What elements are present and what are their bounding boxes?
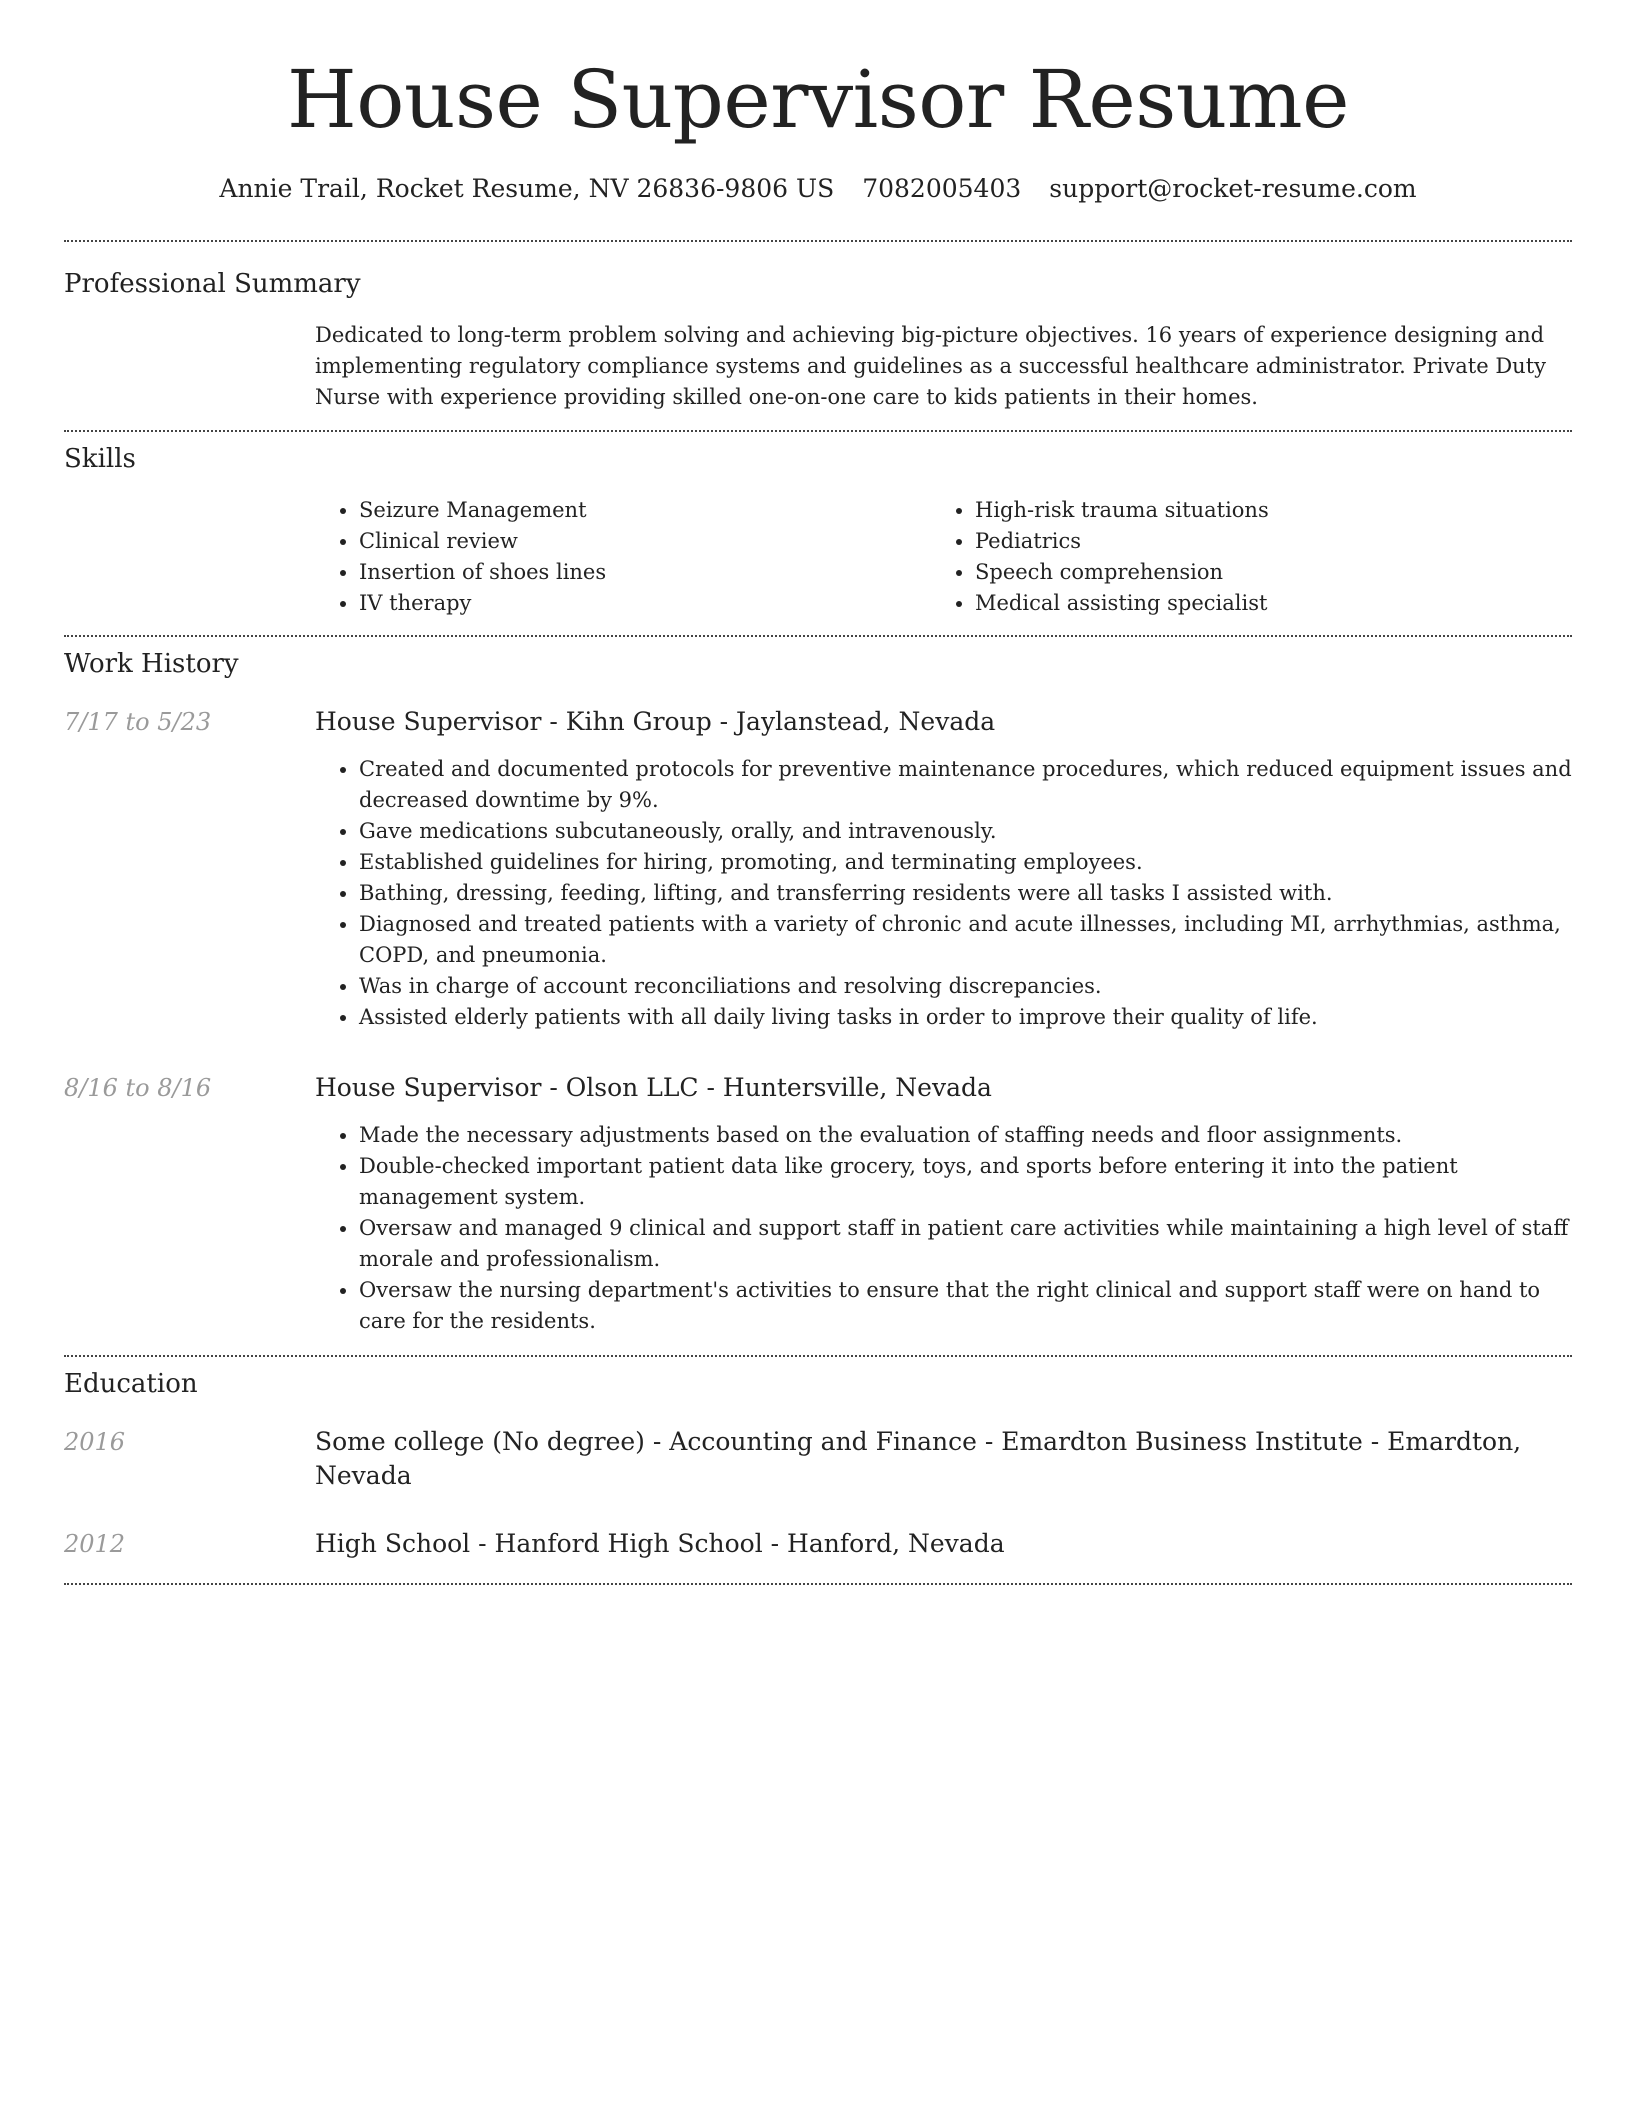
job-bullets (315, 1120, 1572, 1337)
education-entry (64, 1425, 1572, 1493)
job-bullet: • Bathing, dressing, feeding, lifting, and transferring residents were all tasks I assisted with. (359, 878, 1572, 909)
job-bullets (315, 754, 1572, 1033)
education-detail: Some college (No degree) - Accounting and Finance - Emardton Business Institute - Emardton, Nevada (315, 1427, 1522, 1490)
skill-item: • Insertion of shoes lines (359, 557, 931, 588)
job-bullet: • Created and documented protocols for preventive maintenance procedures, which reduced equipment issues and decreased downtime by 9%. (359, 754, 1572, 816)
job-dates: 7/17 to 5/23 (64, 708, 212, 736)
skills-section (64, 432, 1572, 619)
section-heading-work: Work History (64, 649, 239, 679)
contact-email[interactable]: support@rocket-resume.com (1049, 174, 1417, 203)
summary-text: Dedicated to long-term problem solving and achieving big-picture objectives. 16 years of experience designing and implementing regulatory compliance systems and guidelines as a successful healthcare administrator. Private Duty Nurse with experience providing skilled one-on-one care to kids patients in their homes. (315, 323, 1547, 409)
job-bullet: • Was in charge of account reconciliations and resolving discrepancies. (359, 971, 1572, 1002)
resume-title: House Supervisor Resume (287, 53, 1349, 146)
job-bullet: • Oversaw the nursing department's activities to ensure that the right clinical and support staff were on hand to care for the residents. (359, 1275, 1572, 1337)
section-heading-education: Education (64, 1369, 198, 1399)
job-bullet: • Oversaw and managed 9 clinical and support staff in patient care activities while maintaining a high level of staff morale and professionalism. (359, 1213, 1572, 1275)
contact-address: Annie Trail, Rocket Resume, NV 26836-9806 US (219, 174, 835, 203)
job-bullet: • Gave medications subcutaneously, orally, and intravenously. (359, 816, 1572, 847)
work-section (64, 637, 1572, 1337)
education-year: 2016 (64, 1428, 126, 1456)
job-title: House Supervisor - Kihn Group - Jaylanstead, Nevada (315, 707, 996, 736)
section-heading-skills: Skills (64, 444, 136, 474)
skills-list-left (315, 495, 931, 619)
job-entry (64, 1071, 1572, 1337)
education-entry (64, 1527, 1572, 1561)
summary-section (64, 242, 1572, 413)
job-title: House Supervisor - Olson LLC - Huntersville, Nevada (315, 1073, 992, 1102)
job-bullet: • Assisted elderly patients with all daily living tasks in order to improve their quality of life. (359, 1002, 1572, 1033)
education-year: 2012 (64, 1530, 126, 1558)
job-bullet: • Double-checked important patient data like grocery, toys, and sports before entering it into the patient management system. (359, 1151, 1572, 1213)
section-heading-summary: Professional Summary (64, 269, 361, 299)
skill-item: • Clinical review (359, 526, 931, 557)
skill-item: • Seizure Management (359, 495, 931, 526)
job-entry (64, 705, 1572, 1033)
contact-line (64, 172, 1572, 206)
divider (64, 1583, 1572, 1585)
resume-page (64, 0, 1572, 1585)
education-section (64, 1357, 1572, 1561)
skill-item: • Pediatrics (975, 526, 1547, 557)
job-bullet: • Diagnosed and treated patients with a variety of chronic and acute illnesses, including MI, arrhythmias, asthma, COPD, and pneumonia. (359, 909, 1572, 971)
job-bullet: • Established guidelines for hiring, promoting, and terminating employees. (359, 847, 1572, 878)
skill-item: • Speech comprehension (975, 557, 1547, 588)
job-dates: 8/16 to 8/16 (64, 1074, 212, 1102)
contact-phone: 7082005403 (862, 174, 1022, 203)
skill-item: • Medical assisting specialist (975, 588, 1547, 619)
skill-item: • IV therapy (359, 588, 931, 619)
job-bullet: • Made the necessary adjustments based on the evaluation of staffing needs and floor assignments. (359, 1120, 1572, 1151)
skills-list-right (931, 495, 1547, 619)
education-detail: High School - Hanford High School - Hanford, Nevada (315, 1529, 1005, 1558)
skill-item: • High-risk trauma situations (975, 495, 1547, 526)
